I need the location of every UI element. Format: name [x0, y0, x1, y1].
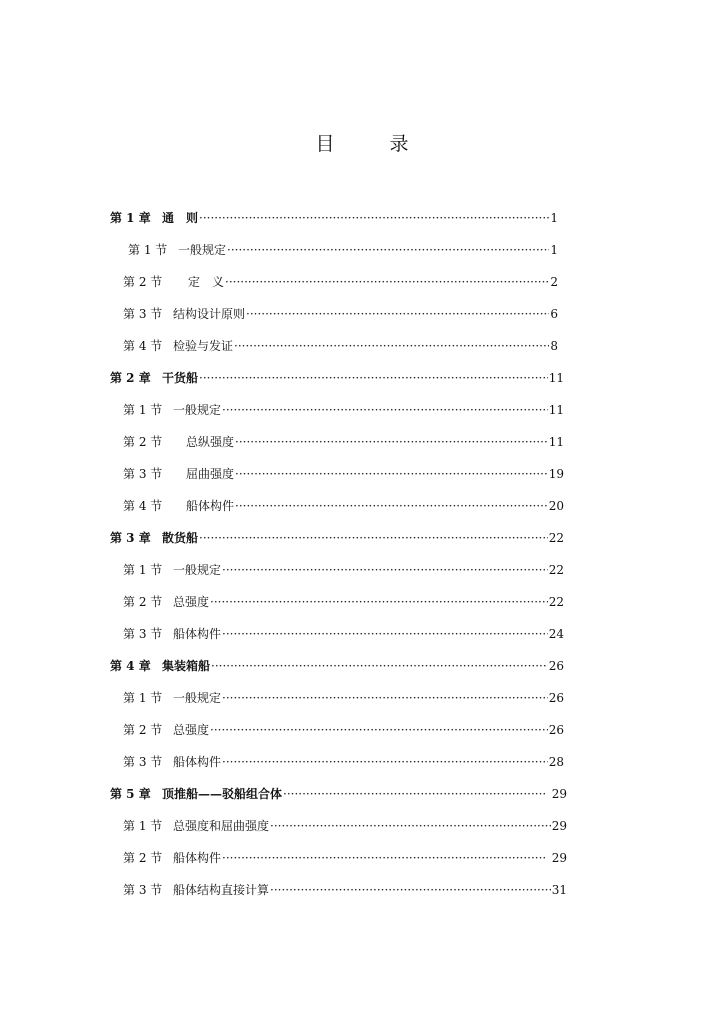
toc-section-4-3[interactable]	[123, 750, 564, 774]
section-title: 船体构件	[173, 627, 222, 641]
toc-section-4-1[interactable]	[123, 686, 564, 710]
section-number: 第 1 节	[123, 403, 163, 417]
page-number: 2	[550, 275, 558, 289]
section-title: 船体构件	[173, 755, 222, 769]
page-number: 26	[548, 659, 564, 673]
section-number: 第 3 节	[123, 627, 163, 641]
dot-leader	[222, 750, 548, 774]
section-number: 第 3 节	[123, 883, 163, 897]
chapter-title: 散货船	[162, 531, 199, 545]
toc-section-3-3[interactable]	[123, 622, 564, 646]
page-number: 26	[548, 691, 564, 705]
page-number: 1	[550, 211, 558, 225]
toc-chapter-5[interactable]	[110, 782, 567, 806]
dot-leader	[227, 238, 549, 262]
dot-leader	[283, 782, 547, 806]
toc-section-5-3[interactable]	[123, 878, 567, 902]
section-title: 船体构件	[186, 499, 235, 513]
section-title: 一般规定	[173, 403, 222, 417]
chapter-title: 干货船	[162, 371, 199, 385]
section-title: 定 义	[188, 275, 225, 289]
toc-chapter-3[interactable]	[110, 526, 564, 550]
section-number: 第 4 节	[123, 499, 163, 513]
toc-section-1-3[interactable]	[123, 302, 558, 326]
section-number: 第 1 节	[123, 819, 163, 833]
page-number: 29	[551, 787, 567, 801]
section-number: 第 1 节	[123, 691, 163, 705]
dot-leader	[199, 206, 549, 230]
section-title: 一般规定	[173, 691, 222, 705]
toc-section-3-2[interactable]	[123, 590, 564, 614]
dot-leader	[270, 878, 551, 902]
page-number: 11	[548, 403, 564, 417]
toc-section-1-2[interactable]	[123, 270, 558, 294]
dot-leader	[211, 654, 548, 678]
page-number: 20	[548, 499, 564, 513]
dot-leader	[235, 494, 548, 518]
dot-leader	[235, 430, 548, 454]
section-number: 第 1 节	[123, 563, 163, 577]
section-number: 第 3 节	[123, 755, 163, 769]
dot-leader	[225, 270, 549, 294]
toc-section-2-2[interactable]	[123, 430, 564, 454]
section-number: 第 3 节	[123, 307, 163, 321]
chapter-number: 第 3 章	[110, 531, 151, 545]
section-number: 第 4 节	[123, 339, 163, 353]
section-title: 结构设计原则	[173, 307, 246, 321]
page-number: 26	[548, 723, 564, 737]
page-number: 6	[550, 307, 558, 321]
section-title: 检验与发证	[173, 339, 234, 353]
section-title: 屈曲强度	[186, 467, 235, 481]
page-number: 22	[548, 531, 564, 545]
section-number: 第 2 节	[123, 723, 163, 737]
section-number: 第 3 节	[123, 467, 163, 481]
page-title: 目 录	[315, 133, 427, 155]
toc-section-1-4[interactable]	[123, 334, 558, 358]
section-number: 第 2 节	[123, 275, 163, 289]
page-number: 24	[548, 627, 564, 641]
page-number: 28	[548, 755, 564, 769]
page-number: 19	[548, 467, 564, 481]
dot-leader	[234, 334, 549, 358]
section-number: 第 1 节	[128, 243, 168, 257]
dot-leader	[199, 366, 548, 390]
dot-leader	[199, 526, 548, 550]
toc-section-2-4[interactable]	[123, 494, 564, 518]
chapter-number: 第 2 章	[110, 371, 151, 385]
page-number: 31	[551, 883, 567, 897]
toc-section-1-1[interactable]	[128, 238, 558, 262]
section-title: 总强度	[173, 723, 210, 737]
toc-section-2-3[interactable]	[123, 462, 564, 486]
page-number: 11	[548, 435, 564, 449]
section-title: 总强度和屈曲强度	[173, 819, 270, 833]
toc-section-2-1[interactable]	[123, 398, 564, 422]
section-title: 总纵强度	[186, 435, 235, 449]
chapter-title: 集装箱船	[162, 659, 211, 673]
section-title: 船体结构直接计算	[173, 883, 270, 897]
dot-leader	[210, 590, 548, 614]
chapter-title: 通 则	[162, 211, 199, 225]
toc-chapter-4[interactable]	[110, 654, 564, 678]
page-number: 11	[548, 371, 564, 385]
dot-leader	[222, 686, 548, 710]
dot-leader	[246, 302, 549, 326]
section-number: 第 2 节	[123, 851, 163, 865]
section-title: 一般规定	[178, 243, 227, 257]
dot-leader	[210, 718, 548, 742]
toc-chapter-2[interactable]	[110, 366, 564, 390]
page-number: 8	[550, 339, 558, 353]
page-number: 22	[548, 563, 564, 577]
page-number: 29	[551, 851, 567, 865]
section-title: 总强度	[173, 595, 210, 609]
chapter-number: 第 4 章	[110, 659, 151, 673]
section-title: 船体构件	[173, 851, 222, 865]
dot-leader	[222, 622, 548, 646]
toc-section-3-1[interactable]	[123, 558, 564, 582]
dot-leader	[222, 846, 545, 870]
toc-chapter-1[interactable]	[110, 206, 558, 230]
toc-section-5-2[interactable]	[123, 846, 567, 870]
section-number: 第 2 节	[123, 435, 163, 449]
page-number: 22	[548, 595, 564, 609]
dot-leader	[270, 814, 551, 838]
toc-section-5-1[interactable]	[123, 814, 567, 838]
section-number: 第 2 节	[123, 595, 163, 609]
dot-leader	[235, 462, 548, 486]
dot-leader	[222, 558, 548, 582]
chapter-title: 顶推船——驳船组合体	[162, 787, 283, 801]
chapter-number: 第 5 章	[110, 787, 151, 801]
chapter-number: 第 1 章	[110, 211, 151, 225]
page-number: 1	[550, 243, 558, 257]
dot-leader	[222, 398, 548, 422]
toc-section-4-2[interactable]	[123, 718, 564, 742]
section-title: 一般规定	[173, 563, 222, 577]
page-number: 29	[551, 819, 567, 833]
